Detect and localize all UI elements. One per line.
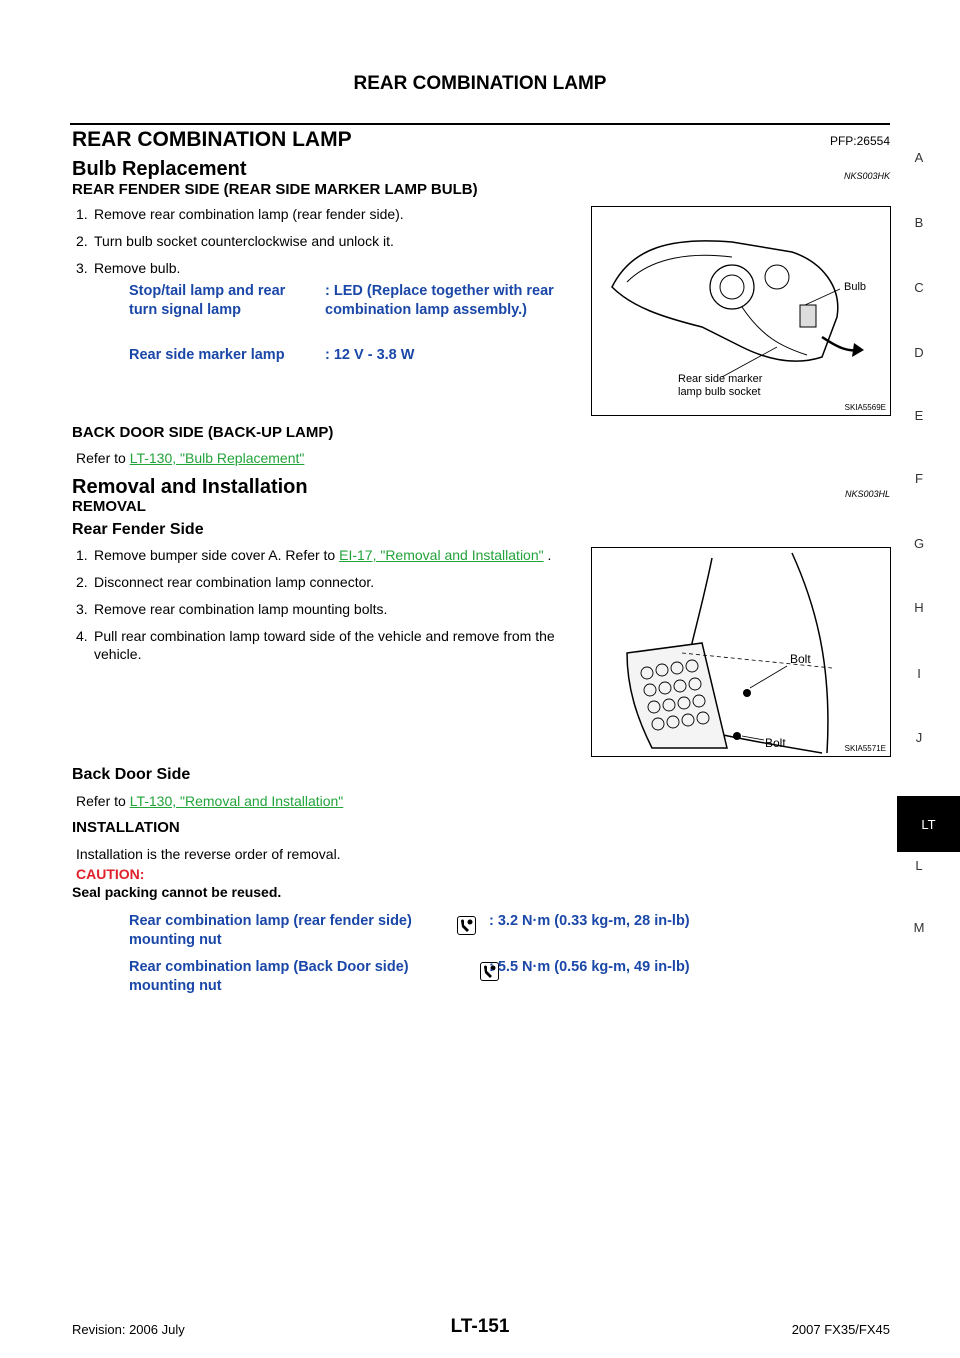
caution-text: Seal packing cannot be reused. [72, 884, 282, 900]
bulb-callout: Bulb [844, 281, 867, 293]
side-index-h[interactable]: H [914, 600, 924, 615]
step-item: 2. Turn bulb socket counterclockwise and unlock it. [76, 233, 394, 249]
side-index-j[interactable]: J [915, 730, 923, 745]
step-item: 1. Remove rear combination lamp (rear fender side). [76, 206, 404, 222]
bulb-figure [591, 206, 891, 416]
side-index-a[interactable]: A [914, 150, 924, 165]
figure-id: SKIA5571E [844, 744, 886, 753]
side-index-e[interactable]: E [914, 408, 924, 423]
socket-callout: Rear side marker lamp bulb socket [678, 373, 763, 398]
page-number: LT-151 [450, 1316, 510, 1337]
removal-installation-code: NKS003HL [844, 489, 890, 499]
back-door-refer: Refer to LT-130, "Bulb Replacement" [76, 450, 305, 466]
step-item: 1. Remove bumper side cover A. Refer to EI-17, "Removal and Installation" . [76, 547, 552, 563]
rear-fender-side-heading: Rear Fender Side [72, 521, 204, 538]
footer-revision: Revision: 2006 July [72, 1322, 185, 1337]
side-index-b[interactable]: B [914, 215, 924, 230]
bolt-callout-upper: Bolt [790, 652, 811, 666]
bulb-replacement-title: Bulb Replacement [72, 158, 247, 180]
side-index-m[interactable]: M [913, 920, 925, 935]
spec-label-side-marker: Rear side marker lamp [129, 347, 285, 363]
step-item: 4. Pull rear combination lamp toward side of the vehicle and remove from the vehicle. [76, 628, 555, 662]
figure-id: SKIA5569E [844, 403, 886, 412]
removal-installation-link[interactable]: LT-130, "Removal and Installation" [129, 793, 344, 809]
spec-label-stop-tail: Stop/tail lamp and rear turn signal lamp [129, 283, 286, 318]
page-header: REAR COMBINATION LAMP [353, 73, 607, 94]
torque-label-back-door: Rear combination lamp (Back Door side) mounting nut [129, 959, 409, 994]
removal-installation-title: Removal and Installation [72, 476, 308, 498]
bulb-replacement-code: NKS003HK [843, 171, 890, 181]
side-index-lt-active[interactable]: LT [897, 796, 960, 852]
side-index-i[interactable]: I [917, 666, 921, 681]
side-index-c[interactable]: C [914, 280, 924, 295]
side-index-g[interactable]: G [913, 536, 925, 551]
bulb-steps [76, 205, 576, 277]
bulb-replacement-link[interactable]: LT-130, "Bulb Replacement" [129, 450, 305, 466]
side-index-l[interactable]: L [915, 858, 923, 873]
installation-heading: INSTALLATION [72, 819, 180, 836]
bolt-callout-lower: Bolt [765, 736, 786, 750]
side-index-d[interactable]: D [914, 345, 924, 360]
step-item: 2. Disconnect rear combination lamp connector. [76, 574, 375, 590]
removal-figure [591, 547, 891, 757]
torque-value-fender: : 3.2 N·m (0.33 kg-m, 28 in-lb) [489, 913, 690, 929]
back-door-side-refer: Refer to LT-130, "Removal and Installation" [76, 793, 344, 809]
rear-fender-heading: REAR FENDER SIDE (REAR SIDE MARKER LAMP BULB) [72, 181, 478, 198]
footer-model: 2007 FX35/FX45 [791, 1322, 890, 1337]
header-divider [70, 123, 890, 125]
back-door-heading: BACK DOOR SIDE (BACK-UP LAMP) [72, 424, 334, 441]
pfp-code: PFP:26554 [829, 134, 890, 148]
spec-value-stop-tail: : LED (Replace together with rear combination lamp assembly.) [325, 283, 554, 318]
step-item: 3. Remove bulb. [76, 260, 181, 276]
torque-label-fender: Rear combination lamp (rear fender side) mounting nut [129, 913, 412, 948]
installation-text: Installation is the reverse order of removal. [76, 846, 341, 862]
torque-wrench-icon [457, 916, 476, 935]
step-item: 3. Remove rear combination lamp mounting bolts. [76, 601, 388, 617]
section-title: REAR COMBINATION LAMP [72, 128, 352, 151]
back-door-side-heading: Back Door Side [72, 766, 191, 783]
torque-value-back-door: : 5.5 N·m (0.56 kg-m, 49 in-lb) [489, 959, 690, 975]
removal-steps [76, 546, 582, 663]
spec-value-side-marker: : 12 V - 3.8 W [325, 347, 415, 363]
side-index-f[interactable]: F [915, 471, 923, 486]
ei-17-link[interactable]: EI-17, "Removal and Installation" [339, 547, 544, 563]
lamp-bolt-illustration [592, 548, 890, 756]
caution-label: CAUTION: [76, 866, 145, 882]
removal-heading: REMOVAL [72, 498, 146, 515]
